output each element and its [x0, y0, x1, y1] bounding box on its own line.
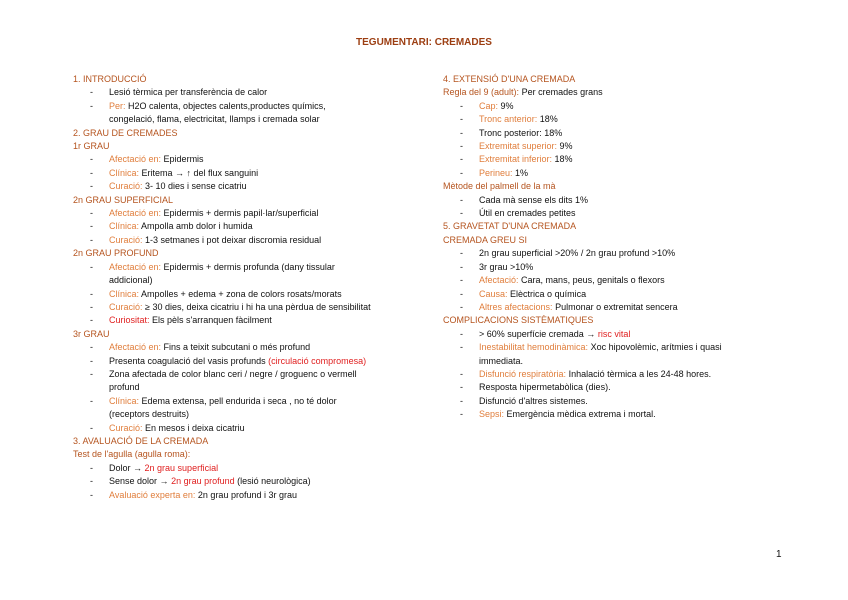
list-item: - Inestabilitat hemodinàmica: Xoc hipovolèmic, arítmies i quasi immediata. [460, 342, 722, 366]
subheading-complicacions: COMPLICACIONS SISTÈMATIQUES [443, 315, 594, 326]
list-item: - Disfunció d'altres sistemes. [460, 395, 588, 406]
list-item: - Extremitat superior: 9% [460, 141, 573, 152]
subheading-test-agulla: Test de l'agulla (agulla roma): [73, 449, 191, 460]
subheading-3r-grau: 3r GRAU [73, 328, 110, 339]
list-item: - Clínica: Edema extensa, pell endurida i seca , no té dolor (receptors destruits) [90, 395, 337, 420]
subheading-cremada-greu: CREMADA GREU SI [443, 234, 528, 245]
list-item: - Clínica: Ampolla amb dolor i humida [90, 221, 253, 232]
list-item: - Extremitat inferior: 18% [460, 154, 573, 165]
left-column [73, 73, 423, 502]
regla-del-9: Regla del 9 (adult): Per cremades grans [443, 87, 603, 98]
list-item: - 3r grau >10% [460, 261, 534, 272]
list-item: - Afectació: Cara, mans, peus, genitals o flexors [460, 275, 665, 286]
right-column [443, 73, 773, 422]
list-item: - Sepsi: Emergència mèdica extrema i mortal. [460, 409, 656, 420]
list-item: - Clínica: Eritema → ↑ del flux sanguini [90, 167, 259, 178]
list-item: - Presenta coagulació del vasis profunds (circulació compromesa) [90, 355, 367, 366]
list-item: - Curació: En mesos i deixa cicatriu [90, 422, 245, 433]
list-item: - Sense dolor → 2n grau profund (lesió neurològica) [90, 476, 311, 487]
section-heading-avaluacio: 3. AVALUACIÓ DE LA CREMADA [73, 435, 209, 446]
rule-of-nine-list [443, 100, 773, 180]
list-item: - Lesió tèrmica per transferència de calor [90, 87, 268, 98]
list-item: - Cada mà sense els dits 1% [460, 194, 589, 205]
section-heading-extensio: 4. EXTENSIÓ D'UNA CREMADA [443, 74, 576, 84]
section-heading-grau: 2. GRAU DE CREMADES [73, 127, 178, 138]
list-item: - Perineu: 1% [460, 167, 529, 178]
subheading-1r-grau: 1r GRAU [73, 141, 110, 152]
list-item: - Clínica: Ampolles + edema + zona de colors rosats/morats [90, 288, 342, 299]
list-item: - Curació: ≥ 30 dies, deixa cicatriu i hi ha una pèrdua de sensibilitat [90, 301, 371, 312]
list-item: - Tronc posterior: 18% [460, 127, 563, 138]
list-item: - Afectació en: Fins a teixit subcutani o més profund [90, 342, 311, 353]
list-item: - Afectació en: Epidermis [90, 154, 204, 165]
list-item: - Afectació en: Epidermis + dermis papil·lar/superficial [90, 208, 319, 219]
section-heading-gravetat: 5. GRAVETAT D'UNA CREMADA [443, 221, 577, 232]
list-item: - Zona afectada de color blanc ceri / negre / groguenc o vermell profund [90, 368, 357, 393]
list-item: - Curació: 3- 10 dies i sense cicatriu [90, 181, 247, 192]
list-item: - Per: H2O calenta, objectes calents,productes químics, congelació, flama, electricitat, llamps i cremada solar [90, 100, 326, 125]
list-item: - Cap: 9% [460, 100, 514, 111]
list-item: - Causa: Elèctrica o química [460, 288, 587, 299]
section-heading-introduccio: 1. INTRODUCCIÓ [73, 74, 147, 84]
list-item: - Afectació en: Epidermis + dermis profunda (dany tissular addicional) [90, 261, 335, 286]
list-item: - 2n grau superficial >20% / 2n grau profund >10% [460, 248, 676, 259]
list-item: - Curació: 1-3 setmanes i pot deixar discromia residual [90, 234, 322, 245]
list-item: - Disfunció respiratòria: Inhalació tèrmica a les 24-48 hores. [460, 368, 712, 379]
list-item: - Avaluació experta en: 2n grau profund i 3r grau [90, 489, 297, 500]
subheading-2n-grau-profund: 2n GRAU PROFUND [73, 248, 159, 259]
list-item: - Útil en cremades petites [460, 208, 576, 219]
subheading-palmell: Mètode del palmell de la mà [443, 181, 556, 192]
list-item: - Dolor → 2n grau superficial [90, 462, 219, 473]
page-number: 1 [776, 549, 782, 560]
list-item: - > 60% superfície cremada → risc vital [460, 328, 631, 339]
list-item: - Resposta hipermetabòlica (dies). [460, 382, 611, 393]
list-item: - Altres afectacions: Pulmonar o extremitat sencera [460, 301, 678, 312]
list-item: - Tronc anterior: 18% [460, 114, 558, 125]
subheading-2n-grau-superficial: 2n GRAU SUPERFICIAL [73, 194, 174, 205]
list-item: - Curiositat: Els pèls s'arranquen fàcilment [90, 315, 272, 326]
page-title: TEGUMENTARI: CREMADES [356, 37, 492, 48]
